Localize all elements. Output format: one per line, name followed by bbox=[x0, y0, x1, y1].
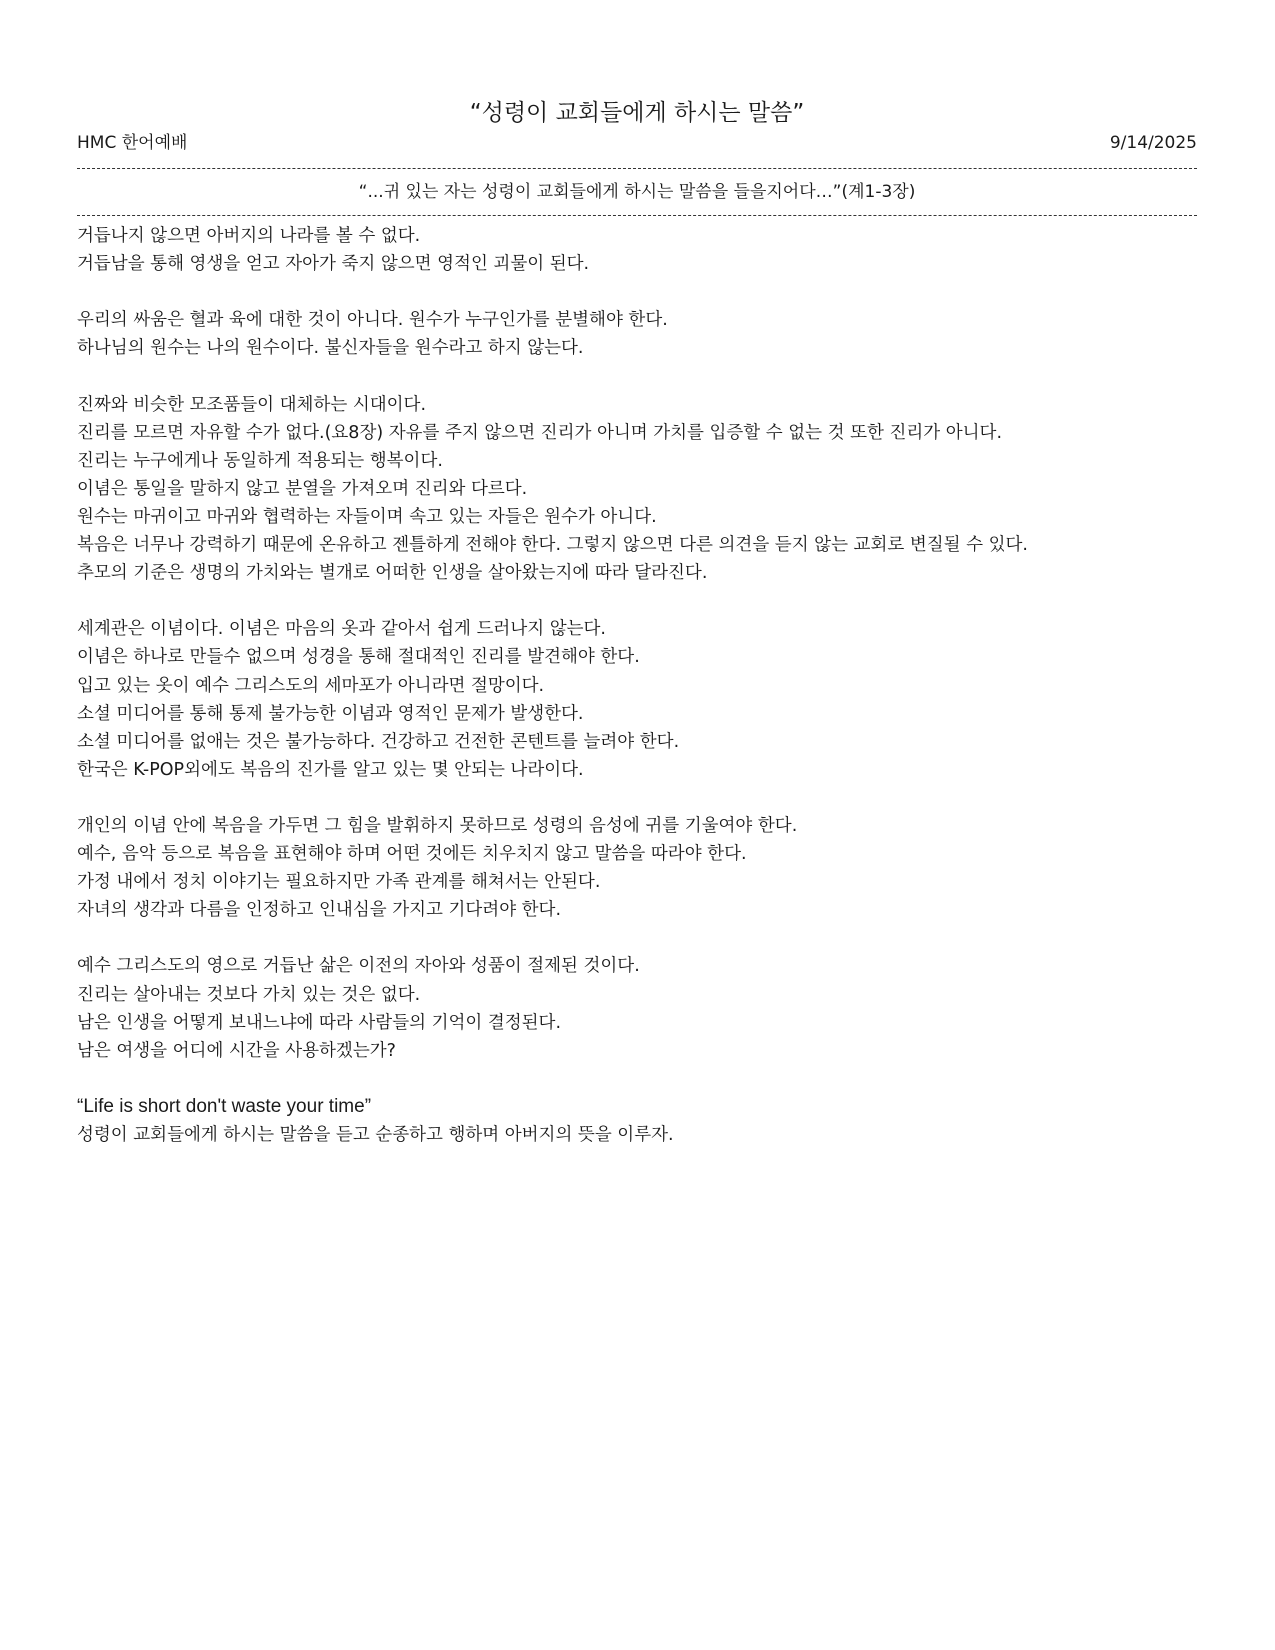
body-line: 이념은 하나로 만들수 없으며 성경을 통해 절대적인 진리를 발견해야 한다. bbox=[77, 647, 640, 668]
sermon-notes-page bbox=[77, 96, 1197, 1149]
paragraph bbox=[77, 391, 1197, 588]
body-line: 남은 여생을 어디에 시간을 사용하겠는가? bbox=[77, 1040, 396, 1061]
service-date: 9/14/2025 bbox=[1109, 133, 1197, 153]
body-line: 진리를 모르면 자유할 수가 없다.(요8장) 자유를 주지 않으면 진리가 아니며 가치를 입증할 수 없는 것 또한 진리가 아니다. bbox=[77, 422, 1003, 443]
body-line: 거듭나지 않으면 아버지의 나라를 볼 수 없다. bbox=[77, 226, 421, 246]
paragraph bbox=[77, 952, 1197, 1064]
body-line: 원수는 마귀이고 마귀와 협력하는 자들이며 속고 있는 자들은 원수가 아니다. bbox=[77, 506, 657, 527]
body-line: 우리의 싸움은 혈과 육에 대한 것이 아니다. 원수가 누구인가를 분별해야 한다. bbox=[77, 310, 668, 331]
sermon-body bbox=[77, 222, 1197, 1149]
dashed-divider-top bbox=[77, 168, 1197, 169]
page-title: “성령이 교회들에게 하시는 말씀” bbox=[469, 100, 805, 126]
body-line: 진리는 누구에게나 동일하게 적용되는 행복이다. bbox=[77, 450, 443, 471]
body-line: 이념은 통일을 말하지 않고 분열을 가져오며 진리와 다르다. bbox=[77, 478, 528, 499]
body-line: 진리는 살아내는 것보다 가치 있는 것은 없다. bbox=[77, 984, 421, 1005]
body-line: 복음은 너무나 강력하기 때문에 온유하고 젠틀하게 전해야 한다. 그렇지 않으면 다른 의견을 듣지 않는 교회로 변질될 수 있다. bbox=[77, 535, 1028, 556]
body-line: 한국은 K-POP외에도 복음의 진가를 알고 있는 몇 안되는 나라이다. bbox=[77, 759, 584, 780]
body-line: 거듭남을 통해 영생을 얻고 자아가 죽지 않으면 영적인 괴물이 된다. bbox=[77, 254, 590, 275]
dashed-divider-bottom bbox=[77, 215, 1197, 216]
closing-line: 성령이 교회들에게 하시는 말씀을 듣고 순종하고 행하며 아버지의 뜻을 이루자. bbox=[77, 1124, 674, 1145]
body-line: 입고 있는 옷이 예수 그리스도의 세마포가 아니라면 절망이다. bbox=[77, 675, 545, 696]
service-name: HMC 한어예배 bbox=[77, 133, 188, 153]
body-line: 남은 인생을 어떻게 보내느냐에 따라 사람들의 기억이 결정된다. bbox=[77, 1012, 562, 1033]
paragraph bbox=[77, 812, 1197, 924]
scripture-verse: “...귀 있는 자는 성령이 교회들에게 하시는 말씀을 들을지어다…”(계1-3장) bbox=[358, 182, 916, 202]
body-line: 개인의 이념 안에 복음을 가두면 그 힘을 발휘하지 못하므로 성령의 음성에 귀를 기울여야 한다. bbox=[77, 815, 798, 836]
closing-section bbox=[77, 1093, 1197, 1149]
closing-quote: “Life is short don't waste your time” bbox=[77, 1095, 372, 1117]
body-line: 자녀의 생각과 다름을 인정하고 인내심을 가지고 기다려야 한다. bbox=[77, 900, 562, 921]
header-row bbox=[77, 130, 1197, 156]
body-line: 세계관은 이념이다. 이념은 마음의 옷과 같아서 쉽게 드러나지 않는다. bbox=[77, 619, 606, 640]
paragraph bbox=[77, 306, 1197, 362]
body-line: 예수 그리스도의 영으로 거듭난 삶은 이전의 자아와 성품이 절제된 것이다. bbox=[77, 956, 640, 977]
body-line: 가정 내에서 정치 이야기는 필요하지만 가족 관계를 해쳐서는 안된다. bbox=[77, 872, 601, 893]
body-line: 소셜 미디어를 통해 통제 불가능한 이념과 영적인 문제가 발생한다. bbox=[77, 703, 584, 724]
body-line: 추모의 기준은 생명의 가치와는 별개로 어떠한 인생을 살아왔는지에 따라 달라진다. bbox=[77, 563, 708, 584]
paragraph bbox=[77, 222, 1197, 278]
body-line: 예수, 음악 등으로 복음을 표현해야 하며 어떤 것에든 치우치지 않고 말씀을 따라야 한다. bbox=[77, 844, 747, 865]
body-line: 소셜 미디어를 없애는 것은 불가능하다. 건강하고 건전한 콘텐트를 늘려야 한다. bbox=[77, 731, 680, 752]
body-line: 진짜와 비슷한 모조품들이 대체하는 시대이다. bbox=[77, 394, 427, 415]
body-line: 하나님의 원수는 나의 원수이다. 불신자들을 원수라고 하지 않는다. bbox=[77, 338, 584, 359]
paragraph bbox=[77, 615, 1197, 784]
